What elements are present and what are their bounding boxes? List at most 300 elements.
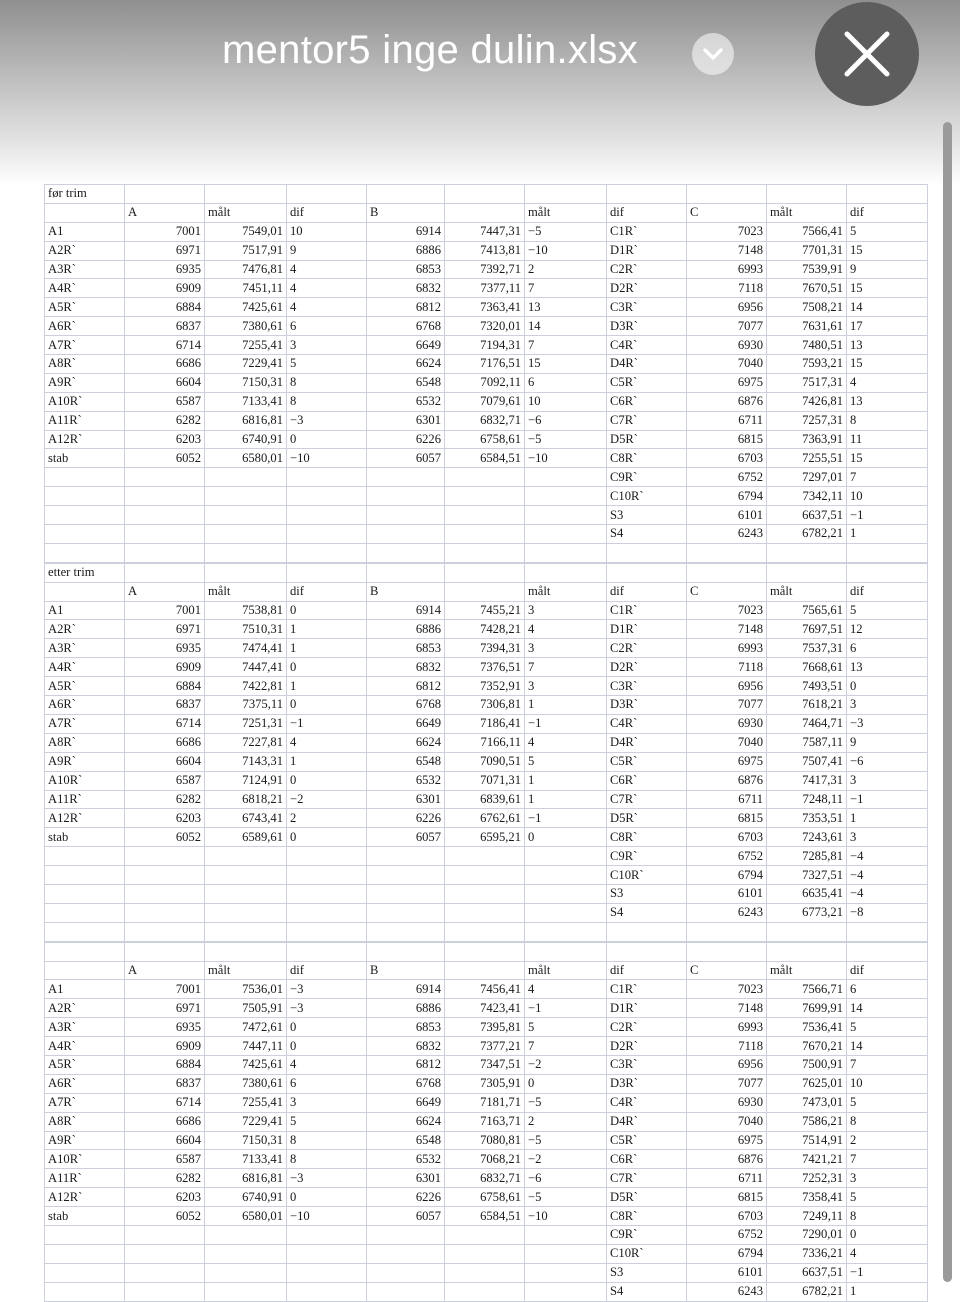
- cell-value[interactable]: −1: [847, 790, 928, 809]
- cell-value[interactable]: A4R`: [45, 658, 125, 677]
- cell-value[interactable]: C8R`: [607, 1207, 687, 1226]
- cell[interactable]: [45, 1282, 125, 1301]
- close-button[interactable]: [815, 2, 919, 106]
- cell-value[interactable]: A3R`: [45, 1018, 125, 1037]
- cell-value[interactable]: 1: [287, 620, 367, 639]
- cell-value[interactable]: 6993: [687, 260, 767, 279]
- cell-value[interactable]: 6758,61: [445, 1188, 525, 1207]
- cell[interactable]: [287, 1244, 367, 1263]
- column-header[interactable]: dif: [607, 961, 687, 980]
- cell-value[interactable]: −5: [525, 1131, 607, 1150]
- cell-value[interactable]: stab: [45, 1207, 125, 1226]
- cell-value[interactable]: D1R`: [607, 999, 687, 1018]
- cell-value[interactable]: A4R`: [45, 1037, 125, 1056]
- cell[interactable]: [525, 922, 607, 941]
- cell-value[interactable]: 7377,11: [445, 279, 525, 298]
- section-label[interactable]: før trim: [45, 185, 125, 204]
- cell[interactable]: [367, 1244, 445, 1263]
- cell-value[interactable]: 7251,31: [205, 714, 287, 733]
- cell-value[interactable]: −1: [847, 1263, 928, 1282]
- cell-value[interactable]: 0: [525, 1074, 607, 1093]
- cell-value[interactable]: 6243: [687, 525, 767, 544]
- column-header[interactable]: dif: [607, 203, 687, 222]
- cell[interactable]: [125, 1244, 205, 1263]
- cell-value[interactable]: 6935: [125, 260, 205, 279]
- cell[interactable]: [445, 961, 525, 980]
- cell-value[interactable]: 6282: [125, 790, 205, 809]
- cell-value[interactable]: 7249,11: [767, 1207, 847, 1226]
- cell[interactable]: [287, 884, 367, 903]
- cell-value[interactable]: C10R`: [607, 866, 687, 885]
- cell-value[interactable]: A3R`: [45, 639, 125, 658]
- cell[interactable]: [525, 866, 607, 885]
- cell[interactable]: [125, 468, 205, 487]
- cell-value[interactable]: 6057: [367, 1207, 445, 1226]
- cell-value[interactable]: −5: [525, 222, 607, 241]
- cell-value[interactable]: 6930: [687, 1093, 767, 1112]
- cell-value[interactable]: 6587: [125, 1150, 205, 1169]
- cell-value[interactable]: 6752: [687, 1225, 767, 1244]
- cell-value[interactable]: 6714: [125, 336, 205, 355]
- cell-value[interactable]: 7358,41: [767, 1188, 847, 1207]
- cell-value[interactable]: 2: [525, 260, 607, 279]
- cell-value[interactable]: C9R`: [607, 468, 687, 487]
- column-header[interactable]: målt: [205, 203, 287, 222]
- cell-value[interactable]: 13: [847, 658, 928, 677]
- column-header[interactable]: B: [367, 961, 445, 980]
- cell-value[interactable]: 7148: [687, 241, 767, 260]
- cell-value[interactable]: 7255,41: [205, 1093, 287, 1112]
- cell-value[interactable]: 6794: [687, 487, 767, 506]
- cell[interactable]: [367, 922, 445, 941]
- cell-value[interactable]: 0: [287, 601, 367, 620]
- cell-value[interactable]: −1: [287, 714, 367, 733]
- cell[interactable]: [205, 563, 287, 582]
- cell-value[interactable]: 3: [287, 1093, 367, 1112]
- cell[interactable]: [445, 1244, 525, 1263]
- cell-value[interactable]: −1: [525, 999, 607, 1018]
- column-header[interactable]: dif: [847, 961, 928, 980]
- cell-value[interactable]: stab: [45, 449, 125, 468]
- cell-value[interactable]: 7508,21: [767, 298, 847, 317]
- cell-value[interactable]: A5R`: [45, 677, 125, 696]
- cell-value[interactable]: 2: [525, 1112, 607, 1131]
- cell-value[interactable]: A7R`: [45, 714, 125, 733]
- cell-value[interactable]: 7092,11: [445, 373, 525, 392]
- cell-value[interactable]: C6R`: [607, 1150, 687, 1169]
- cell[interactable]: [45, 525, 125, 544]
- cell[interactable]: [687, 543, 767, 562]
- cell-value[interactable]: 7176,51: [445, 355, 525, 374]
- cell-value[interactable]: C6R`: [607, 771, 687, 790]
- cell-value[interactable]: 6301: [367, 411, 445, 430]
- cell-value[interactable]: 3: [847, 696, 928, 715]
- cell[interactable]: [367, 866, 445, 885]
- cell[interactable]: [125, 847, 205, 866]
- cell[interactable]: [445, 525, 525, 544]
- cell-value[interactable]: 7699,91: [767, 999, 847, 1018]
- cell[interactable]: [45, 922, 125, 941]
- cell-value[interactable]: C3R`: [607, 1055, 687, 1074]
- cell-value[interactable]: 7593,21: [767, 355, 847, 374]
- cell-value[interactable]: D4R`: [607, 733, 687, 752]
- cell-value[interactable]: 7305,91: [445, 1074, 525, 1093]
- cell-value[interactable]: 7150,31: [205, 1131, 287, 1150]
- cell-value[interactable]: 6853: [367, 1018, 445, 1037]
- cell-value[interactable]: C2R`: [607, 1018, 687, 1037]
- cell-value[interactable]: 7474,41: [205, 639, 287, 658]
- file-options-button[interactable]: [692, 33, 734, 75]
- cell[interactable]: [45, 866, 125, 885]
- cell[interactable]: [445, 543, 525, 562]
- cell-value[interactable]: 7394,31: [445, 639, 525, 658]
- cell[interactable]: [847, 185, 928, 204]
- cell-value[interactable]: 7464,71: [767, 714, 847, 733]
- cell-value[interactable]: 8: [287, 373, 367, 392]
- cell-value[interactable]: 3: [847, 1169, 928, 1188]
- cell-value[interactable]: 6816,81: [205, 1169, 287, 1188]
- cell-value[interactable]: A9R`: [45, 752, 125, 771]
- cell-value[interactable]: −5: [525, 1188, 607, 1207]
- cell-value[interactable]: 6703: [687, 1207, 767, 1226]
- cell-value[interactable]: 6624: [367, 733, 445, 752]
- cell-value[interactable]: 7290,01: [767, 1225, 847, 1244]
- cell-value[interactable]: A7R`: [45, 1093, 125, 1112]
- cell[interactable]: [45, 468, 125, 487]
- cell[interactable]: [607, 563, 687, 582]
- cell[interactable]: [45, 1263, 125, 1282]
- cell-value[interactable]: 3: [525, 601, 607, 620]
- cell-value[interactable]: 15: [847, 449, 928, 468]
- section-label[interactable]: [45, 942, 125, 961]
- cell-value[interactable]: 6301: [367, 1169, 445, 1188]
- cell-value[interactable]: D3R`: [607, 1074, 687, 1093]
- cell-value[interactable]: A5R`: [45, 1055, 125, 1074]
- cell-value[interactable]: −10: [287, 449, 367, 468]
- cell-value[interactable]: 6853: [367, 639, 445, 658]
- cell-value[interactable]: 5: [847, 1093, 928, 1112]
- cell[interactable]: [205, 506, 287, 525]
- column-header[interactable]: C: [687, 582, 767, 601]
- cell-value[interactable]: 7395,81: [445, 1018, 525, 1037]
- cell-value[interactable]: 7163,71: [445, 1112, 525, 1131]
- cell-value[interactable]: A2R`: [45, 999, 125, 1018]
- cell-value[interactable]: 6686: [125, 355, 205, 374]
- cell-value[interactable]: 7133,41: [205, 1150, 287, 1169]
- cell-value[interactable]: A10R`: [45, 1150, 125, 1169]
- cell-value[interactable]: 7517,91: [205, 241, 287, 260]
- cell[interactable]: [45, 884, 125, 903]
- cell-value[interactable]: S4: [607, 525, 687, 544]
- cell[interactable]: [125, 942, 205, 961]
- cell[interactable]: [525, 487, 607, 506]
- cell-value[interactable]: D1R`: [607, 241, 687, 260]
- cell-value[interactable]: 7428,21: [445, 620, 525, 639]
- cell-value[interactable]: 6818,21: [205, 790, 287, 809]
- cell-value[interactable]: 4: [287, 298, 367, 317]
- cell-value[interactable]: A9R`: [45, 1131, 125, 1150]
- cell-value[interactable]: C4R`: [607, 714, 687, 733]
- cell[interactable]: [367, 543, 445, 562]
- cell-value[interactable]: 7536,41: [767, 1018, 847, 1037]
- cell[interactable]: [445, 884, 525, 903]
- cell-value[interactable]: C10R`: [607, 487, 687, 506]
- cell-value[interactable]: 7422,81: [205, 677, 287, 696]
- cell-value[interactable]: D3R`: [607, 696, 687, 715]
- cell-value[interactable]: 6993: [687, 639, 767, 658]
- cell-value[interactable]: 10: [847, 487, 928, 506]
- cell[interactable]: [287, 847, 367, 866]
- cell-value[interactable]: C5R`: [607, 752, 687, 771]
- cell-value[interactable]: 6909: [125, 279, 205, 298]
- cell-value[interactable]: 0: [287, 771, 367, 790]
- cell-value[interactable]: 6226: [367, 430, 445, 449]
- vertical-scrollbar[interactable]: [943, 122, 952, 1282]
- cell-value[interactable]: −10: [525, 449, 607, 468]
- cell-value[interactable]: 6: [525, 373, 607, 392]
- cell-value[interactable]: S3: [607, 506, 687, 525]
- cell-value[interactable]: A8R`: [45, 1112, 125, 1131]
- cell-value[interactable]: 6203: [125, 1188, 205, 1207]
- cell[interactable]: [205, 468, 287, 487]
- cell-value[interactable]: A3R`: [45, 260, 125, 279]
- cell-value[interactable]: 6052: [125, 1207, 205, 1226]
- cell-value[interactable]: 7473,01: [767, 1093, 847, 1112]
- cell-value[interactable]: 6635,41: [767, 884, 847, 903]
- cell-value[interactable]: 10: [287, 222, 367, 241]
- cell-value[interactable]: −2: [287, 790, 367, 809]
- cell-value[interactable]: 12: [847, 620, 928, 639]
- cell-value[interactable]: −10: [525, 1207, 607, 1226]
- cell-value[interactable]: 7148: [687, 620, 767, 639]
- cell-value[interactable]: 6711: [687, 790, 767, 809]
- cell-value[interactable]: 0: [287, 1037, 367, 1056]
- cell[interactable]: [367, 525, 445, 544]
- cell-value[interactable]: 3: [525, 639, 607, 658]
- cell-value[interactable]: 7181,71: [445, 1093, 525, 1112]
- cell[interactable]: [445, 866, 525, 885]
- cell-value[interactable]: 7586,21: [767, 1112, 847, 1131]
- cell[interactable]: [367, 563, 445, 582]
- cell-value[interactable]: 6624: [367, 355, 445, 374]
- cell-value[interactable]: C8R`: [607, 828, 687, 847]
- cell[interactable]: [607, 543, 687, 562]
- cell-value[interactable]: 7342,11: [767, 487, 847, 506]
- cell[interactable]: [445, 942, 525, 961]
- cell-value[interactable]: 6740,91: [205, 430, 287, 449]
- cell-value[interactable]: 7500,91: [767, 1055, 847, 1074]
- cell-value[interactable]: 6548: [367, 373, 445, 392]
- cell-value[interactable]: 6914: [367, 980, 445, 999]
- cell[interactable]: [525, 1263, 607, 1282]
- cell-value[interactable]: D3R`: [607, 317, 687, 336]
- cell-value[interactable]: 6282: [125, 411, 205, 430]
- cell-value[interactable]: −3: [287, 411, 367, 430]
- cell-value[interactable]: 4: [847, 373, 928, 392]
- cell[interactable]: [125, 884, 205, 903]
- cell-value[interactable]: 6993: [687, 1018, 767, 1037]
- cell[interactable]: [607, 942, 687, 961]
- cell-value[interactable]: 1: [847, 525, 928, 544]
- cell[interactable]: [125, 1282, 205, 1301]
- cell-value[interactable]: 7327,51: [767, 866, 847, 885]
- cell-value[interactable]: 3: [847, 828, 928, 847]
- cell[interactable]: [45, 582, 125, 601]
- cell-value[interactable]: 7320,01: [445, 317, 525, 336]
- column-header[interactable]: målt: [525, 961, 607, 980]
- cell-value[interactable]: 7186,41: [445, 714, 525, 733]
- cell-value[interactable]: 7133,41: [205, 392, 287, 411]
- cell[interactable]: [287, 468, 367, 487]
- cell-value[interactable]: 7670,51: [767, 279, 847, 298]
- cell-value[interactable]: 6587: [125, 392, 205, 411]
- cell-value[interactable]: 6301: [367, 790, 445, 809]
- column-header[interactable]: C: [687, 961, 767, 980]
- cell-value[interactable]: 7631,61: [767, 317, 847, 336]
- cell-value[interactable]: A1: [45, 980, 125, 999]
- cell-value[interactable]: 7: [525, 1037, 607, 1056]
- cell-value[interactable]: C10R`: [607, 1244, 687, 1263]
- cell-value[interactable]: 6886: [367, 999, 445, 1018]
- column-header[interactable]: målt: [767, 203, 847, 222]
- cell-value[interactable]: 6548: [367, 1131, 445, 1150]
- cell-value[interactable]: 7447,11: [205, 1037, 287, 1056]
- cell-value[interactable]: 7077: [687, 1074, 767, 1093]
- cell-value[interactable]: S3: [607, 884, 687, 903]
- cell-value[interactable]: 7255,51: [767, 449, 847, 468]
- cell-value[interactable]: 14: [525, 317, 607, 336]
- cell-value[interactable]: 7426,81: [767, 392, 847, 411]
- cell[interactable]: [287, 487, 367, 506]
- cell-value[interactable]: 7376,51: [445, 658, 525, 677]
- column-header[interactable]: dif: [847, 203, 928, 222]
- cell-value[interactable]: C2R`: [607, 639, 687, 658]
- cell-value[interactable]: 7257,31: [767, 411, 847, 430]
- cell-value[interactable]: A6R`: [45, 1074, 125, 1093]
- cell-value[interactable]: 6762,61: [445, 809, 525, 828]
- cell-value[interactable]: −4: [847, 884, 928, 903]
- cell[interactable]: [45, 506, 125, 525]
- cell-value[interactable]: A10R`: [45, 392, 125, 411]
- cell-value[interactable]: −6: [525, 411, 607, 430]
- cell-value[interactable]: 6876: [687, 392, 767, 411]
- cell-value[interactable]: 6975: [687, 1131, 767, 1150]
- cell-value[interactable]: 1: [525, 771, 607, 790]
- cell[interactable]: [445, 922, 525, 941]
- cell[interactable]: [525, 942, 607, 961]
- cell-value[interactable]: 6589,61: [205, 828, 287, 847]
- cell-value[interactable]: A7R`: [45, 336, 125, 355]
- cell-value[interactable]: 6782,21: [767, 525, 847, 544]
- cell[interactable]: [205, 1244, 287, 1263]
- cell-value[interactable]: D4R`: [607, 355, 687, 374]
- cell-value[interactable]: 7252,31: [767, 1169, 847, 1188]
- cell-value[interactable]: C3R`: [607, 298, 687, 317]
- cell-value[interactable]: 7336,21: [767, 1244, 847, 1263]
- cell-value[interactable]: 7421,21: [767, 1150, 847, 1169]
- column-header[interactable]: målt: [525, 203, 607, 222]
- cell-value[interactable]: A10R`: [45, 771, 125, 790]
- cell-value[interactable]: C4R`: [607, 1093, 687, 1112]
- cell-value[interactable]: 7566,71: [767, 980, 847, 999]
- cell[interactable]: [367, 1263, 445, 1282]
- cell-value[interactable]: 7423,41: [445, 999, 525, 1018]
- cell-value[interactable]: 10: [847, 1074, 928, 1093]
- cell-value[interactable]: 6816,81: [205, 411, 287, 430]
- cell-value[interactable]: 8: [287, 1131, 367, 1150]
- column-header[interactable]: A: [125, 203, 205, 222]
- cell-value[interactable]: 6580,01: [205, 449, 287, 468]
- cell-value[interactable]: 7: [525, 336, 607, 355]
- cell-value[interactable]: 6794: [687, 1244, 767, 1263]
- cell-value[interactable]: 7090,51: [445, 752, 525, 771]
- cell-value[interactable]: 6584,51: [445, 1207, 525, 1226]
- cell[interactable]: [45, 903, 125, 922]
- cell-value[interactable]: 1: [287, 639, 367, 658]
- cell-value[interactable]: D5R`: [607, 1188, 687, 1207]
- cell[interactable]: [125, 185, 205, 204]
- cell-value[interactable]: 9: [847, 260, 928, 279]
- cell-value[interactable]: 6587: [125, 771, 205, 790]
- cell-value[interactable]: 3: [287, 336, 367, 355]
- cell-value[interactable]: 7: [525, 658, 607, 677]
- cell-value[interactable]: 7375,11: [205, 696, 287, 715]
- cell-value[interactable]: 7425,61: [205, 1055, 287, 1074]
- cell-value[interactable]: −3: [287, 980, 367, 999]
- cell-value[interactable]: D2R`: [607, 1037, 687, 1056]
- cell[interactable]: [445, 468, 525, 487]
- cell[interactable]: [125, 1263, 205, 1282]
- cell-value[interactable]: 1: [287, 677, 367, 696]
- cell-value[interactable]: 7697,51: [767, 620, 847, 639]
- cell-value[interactable]: 7: [847, 468, 928, 487]
- cell-value[interactable]: 11: [847, 430, 928, 449]
- cell-value[interactable]: 7040: [687, 355, 767, 374]
- cell[interactable]: [445, 1282, 525, 1301]
- cell-value[interactable]: 2: [847, 1131, 928, 1150]
- cell-value[interactable]: 6886: [367, 620, 445, 639]
- cell-value[interactable]: −6: [847, 752, 928, 771]
- cell[interactable]: [445, 203, 525, 222]
- cell[interactable]: [367, 942, 445, 961]
- cell-value[interactable]: 7480,51: [767, 336, 847, 355]
- cell-value[interactable]: 6282: [125, 1169, 205, 1188]
- cell-value[interactable]: 6832: [367, 658, 445, 677]
- cell[interactable]: [287, 185, 367, 204]
- cell-value[interactable]: 6624: [367, 1112, 445, 1131]
- cell-value[interactable]: 5: [847, 1018, 928, 1037]
- cell-value[interactable]: S3: [607, 1263, 687, 1282]
- cell-value[interactable]: 6580,01: [205, 1207, 287, 1226]
- cell-value[interactable]: 6057: [367, 449, 445, 468]
- cell-value[interactable]: 6914: [367, 601, 445, 620]
- cell-value[interactable]: 13: [847, 336, 928, 355]
- cell-value[interactable]: 0: [287, 1018, 367, 1037]
- cell-value[interactable]: 7505,91: [205, 999, 287, 1018]
- column-header[interactable]: C: [687, 203, 767, 222]
- cell-value[interactable]: D2R`: [607, 279, 687, 298]
- cell[interactable]: [525, 506, 607, 525]
- cell-value[interactable]: 7507,41: [767, 752, 847, 771]
- cell-value[interactable]: 6711: [687, 1169, 767, 1188]
- cell-value[interactable]: 14: [847, 1037, 928, 1056]
- cell[interactable]: [525, 903, 607, 922]
- cell-value[interactable]: 7514,91: [767, 1131, 847, 1150]
- cell-value[interactable]: 6752: [687, 847, 767, 866]
- cell-value[interactable]: 6886: [367, 241, 445, 260]
- cell[interactable]: [287, 563, 367, 582]
- cell[interactable]: [45, 543, 125, 562]
